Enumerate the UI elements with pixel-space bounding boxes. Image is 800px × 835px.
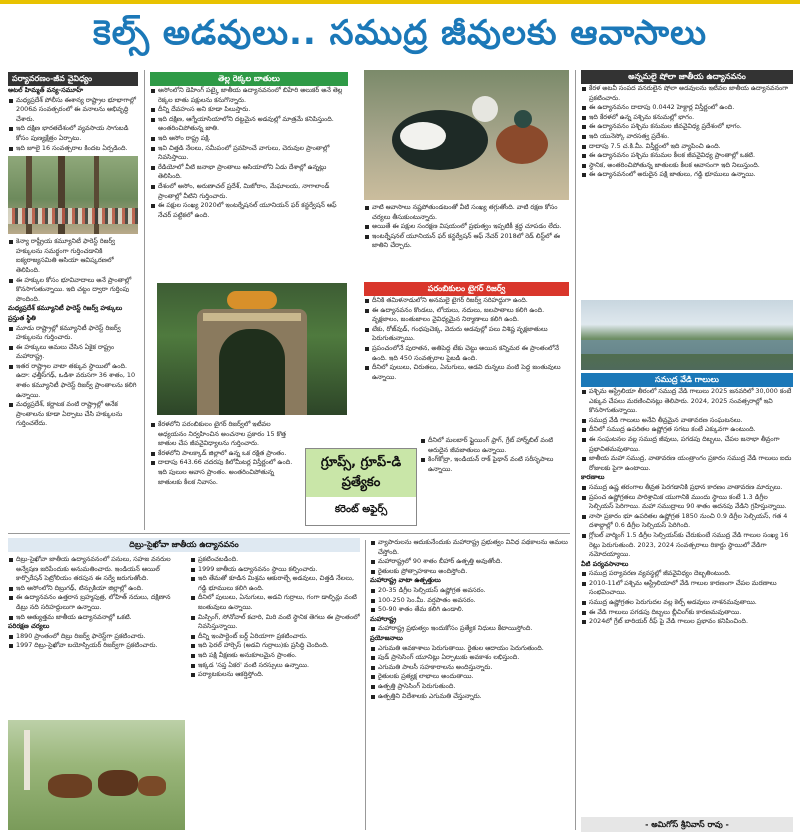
tiger-reserve-notes <box>150 420 300 520</box>
list-item: ఇది తేమతో కూడిన మిశ్రమ ఆకురాల్చే అడవులు, చిత్తడి నేలలు, గడ్డి భూములు కలిగి ఉంది. <box>190 574 360 593</box>
list-item: ఇంటర్నేషనల్ యూనియన్ ఫర్ కన్జర్వేషన్ ఆఫ్ నేచర్ 2018లో రెడ్ లిస్ట్‌లో ఈ జాతిని చేర్చారు. <box>364 232 569 251</box>
subheading-causes: కారణాలు <box>581 473 605 482</box>
list-item: సముద్ర వేడి గాలులు అనేవి తీవ్రమైన వాతావరణ సంఘటనలు. <box>581 416 793 426</box>
promo-box <box>305 448 417 526</box>
list-item: ఈ ఉద్యానవనం పశ్చిమ కనుమల కీలక జీవవైవిధ్య ప్రాంతాల్లో ఒకటి. <box>581 151 793 161</box>
list-item: టేకు, రోజ్‌వుడ్, గంధపుచెక్క, వెదురు అడవుల్లో పలు విశిష్ట వృక్షజాతులు పెరుగుతున్నాయి. <box>364 325 569 344</box>
subheading-consequences: వీటి పర్యవసానాలు <box>581 559 629 568</box>
list-item: మధ్యప్రదేశ్, కర్ణాటక వంటి రాష్ట్రాల్లో అనేక ప్రాంతాలను కూడా ఏర్పాటు చేసి హక్కులను గుర్తించలేదు. <box>8 400 138 429</box>
list-item: దీన్ని దేవహంస అని కూడా పిలుస్తారు. <box>150 105 348 115</box>
list-item: కేరళలోని పరంబికులం టైగర్ రిజర్వ్‌లో ఇటీవల అధ్యయనం నిర్వహించిన అంచనాల ప్రకారం 15 కొత్త జాతుల చేప జీవవైవిధ్యాలను గుర్తించారు. <box>150 420 300 449</box>
list-item: 2024లో గ్రేట్ బారియర్ రీఫ్ పై వేడి గాలుల ప్రభావం కనిపించింది. <box>581 617 793 627</box>
list-item: ఈ సంఘటనల వల్ల సముద్ర జీవులు, పగడపు దిబ్బలు, చేపల జనాభా తీవ్రంగా ప్రభావితమవుతాయి. <box>581 435 793 454</box>
list-item: అయితే ఈ పక్షుల సంరక్షణ విషయంలో ప్రభుత్వం ఇప్పటికీ శ్రద్ధ చూపడం లేదు. <box>364 222 569 232</box>
list-item: ఉత్పత్తి ప్రాసెసింగ్ పెరుగుతుంది. <box>370 682 570 692</box>
list-item: దీనిలో పులులు, ఏనుగులు, అడవి గుర్రాలు, గంగా డాల్ఫిన్లు వంటి జంతువులు ఉన్నాయి. <box>190 593 360 612</box>
list-item: రేడియోలో వీటి జనాభా ప్రాంతాలు ఆసియాలోని ఏడు దేశాల్లో ఉన్నట్లు తెలిసింది. <box>150 163 348 182</box>
list-item: 1997 దిబ్రు-సైఖోవా బయోస్పియర్ రిజర్వ్‌గా ప్రకటించారు. <box>8 641 183 651</box>
list-item: ఈ పక్షుల సంఖ్య 2020లో ఇంటర్నేషనల్ యూనియన్ ఫర్ కన్జర్వేషన్ ఆఫ్ నేచర్ పట్టికలో ఉంది. <box>150 201 348 220</box>
list-item: రైతులకు ప్రోత్సాహకాలు అందిస్తోంది. <box>370 567 570 577</box>
list-item: ప్రకటించబడింది. <box>190 555 360 565</box>
subheading-protection: పరిరక్షణ చర్యలు <box>8 622 50 631</box>
list-item: వాటి ఆవాసాలు నష్టపోతుండటంతో వీటి సంఖ్య తగ్గుతోంది. వాటి రక్షణ కోసం చర్యలు తీసుకుంటున్నారు. <box>364 203 569 222</box>
intro-list <box>8 96 138 154</box>
list-item: సముద్ర ఉష్ణ తరంగాల తీవ్రత పెరగడానికి ప్రధాన కారణం వాతావరణ మార్పులు. <box>581 483 793 493</box>
list-item: దీన్ని ఇంపార్టెంట్ బర్డ్ ఏరియాగా ప్రకటించారు. <box>190 632 360 642</box>
section-bar-dibru-title: దిబ్రు-సైఖోవా జాతీయ ఉద్యానవనం <box>8 538 360 552</box>
list-item: 100-250 సెం.మీ. వర్షపాతం అవసరం. <box>370 596 570 606</box>
list-item: మధ్యప్రదేశ్ పోలీసు ఈశాన్య రాష్ట్రాల భూభాగాల్లో 2006వ సంవత్సరంలో ఈ వనాలను అభివృద్ధి చేశారు. <box>8 96 138 125</box>
list-item: కింగ్‌కోబ్రా, ఇండియన్ రాక్ పైథాన్ వంటి సరీసృపాలు ఉన్నాయి. <box>420 455 569 474</box>
list-item: రైతులకు ప్రత్యక్ష లాభాలు అందుతాయి. <box>370 672 570 682</box>
list-item: స్థానిక, అంతరించిపోతున్న జాతులకు కీలక ఆవాసంగా ఇది నిలుస్తుంది. <box>581 161 793 171</box>
section-bar-biodiversity: పర్యావరణం-జీవ వైవిధ్యం <box>8 72 138 86</box>
list-item: గ్లోబల్ వార్మింగ్ 1.5 డిగ్రీల సెల్సియస్‌కు చేరుకుంటే సముద్ర వేడి గాలుల సంఖ్య 16 రెట్లు పెరుగుతుంది. 2023, 2024 సంవత్సరాలు రికార్డు స్థాయిలో వేడిగా నమోదయ్యాయి. <box>581 531 793 560</box>
column-biodiversity <box>8 72 138 527</box>
section-bar-shola: అన్నమలై షోలా జాతీయ ఉద్యానవనం <box>581 70 793 84</box>
subheading: మహారాష్ట్ర వాటా ఉత్పత్తులు <box>370 576 441 585</box>
column-white-wing-duck <box>150 72 348 277</box>
list-item: మహారాష్ట్ర ప్రభుత్వం ఇందుకోసం ప్రత్యేక నిధులు కేటాయిస్తోంది. <box>370 624 570 634</box>
byline: - అమిగోస్ శ్రీనివాస్ రావు - <box>581 817 793 832</box>
column-parambikulam <box>364 282 569 422</box>
list-item: కేరళ అటవీ సంపద వనరులైన షోలా అడవులను ఇటీవల జాతీయ ఉద్యానవనంగా ప్రకటించారు. <box>581 84 793 103</box>
list-item: నాసా ప్రకారం భూ ఉపరితల ఉష్ణోగ్రత 1850 నుంచి 0.9 డిగ్రీల సెల్సియస్, గత 4 దశాబ్దాల్లో 0.6 డిగ్రీల సెల్సియస్ పెరిగింది. <box>581 512 793 531</box>
list-item: దీనిలో పులులు, చిరుతలు, ఏనుగులు, అడవి దున్నలు వంటి పెద్ద జంతువులు ఉన్నాయి. <box>364 363 569 382</box>
list-item: దాదాపు 7.5 చ.కి.మీ. విస్తీర్ణంలో ఇది వ్యాపించి ఉంది. <box>581 142 793 152</box>
list-item: 1999 జాతీయ ఉద్యానవనం స్థాయి కల్పించారు. <box>190 565 360 575</box>
list-item: దీనికి తమిళనాడులోని అనమలై టైగర్ రిజర్వ్ సరిహద్దుగా ఉంది. <box>364 296 569 306</box>
list-item: ఈ ఉద్యానవనం దాదాపు 0.0442 హెక్టార్ల విస్తీర్ణంలో ఉంది. <box>581 103 793 113</box>
list-item: పశ్చిమ ఆస్ట్రేలియా తీరంలో సముద్ర వేడి గాలులు 2025 జనవరిలో 30,000 కంటే ఎక్కువ చేపలు మరణించినట్లు తెలిపారు. 2024, 2025 సంవత్సరాల్లో ఇవి కొనసాగుతున్నాయి. <box>581 387 793 416</box>
list-item: ఈ ఉద్యానవనం కొండలు, లోయలు, నదులు, జలపాతాలు కలిగి ఉంది. వృక్షజాలం, జంతుజాలం వైవిధ్యమైన నిర్మాణాలు కలిగి ఉంది. <box>364 306 569 325</box>
right-bottom-text <box>370 538 570 830</box>
list-item: ఎగుమతి అవకాశాలు పెరుగుతాయి. రైతుల ఆదాయం పెరుగుతుంది. <box>370 644 570 654</box>
list-item: 1890 ప్రాంతంలో దిబ్రు రిజర్వ్ ఫారెస్ట్‌గా ప్రకటించారు. <box>8 632 183 642</box>
list-item: ఇది దక్షిణ, ఆగ్నేయాసియాలోని దట్టమైన అడవుల్లో మాత్రమే కనిపిస్తుంది. అంతరించిపోతున్న జాతి. <box>150 115 348 134</box>
list-item: దిబ్రు-సైఖోవా జాతీయ ఉద్యానవనంలో పనులు, సహజ వనరుల అన్వేషణ జరిపేందుకు అనుమతించారు. ఇండియన్ ఆయిల్ కార్పొరేషన్ పెట్రోలియం తరపున ఈ సర్వే జరుగుతోంది. <box>8 555 183 584</box>
list-item: మహారాష్ట్రలో 90 శాతం బీహార్ ఉత్పత్తి అవుతోంది. <box>370 557 570 567</box>
list-item: మూడు రాష్ట్రాల్లో కమ్యూనిటీ ఫారెస్ట్ రిజర్వ్ హక్కులను గుర్తించారు. <box>8 324 138 343</box>
list-item: ఈ ఉద్యానవనంలో అరుదైన పక్షి జాతులు, గడ్డి భూములు ఉన్నాయి. <box>581 170 793 180</box>
column-anamudi-shola <box>581 70 793 298</box>
list-item: పుడ్ ప్రాసెసింగ్ యూనిట్లు ఏర్పాటుకు అవకాశం లభిస్తుంది. <box>370 653 570 663</box>
list-item: ఈ హక్కుల కోసం భూవివాదాలు అనే ప్రాంతాల్లో కొనసాగుతున్నాయి. ఇది చట్టం ద్వారా గుర్తింపు పొందింది. <box>8 276 138 305</box>
promo-subtitle: కరెంట్ అఫైర్స్ <box>334 504 388 515</box>
section-bar-parambikulam: పరంబికులం టైగర్ రిజర్వ్ <box>364 282 569 296</box>
duck-photo <box>364 70 569 200</box>
list-item: 50-90 శాతం తేమ కలిగి ఉండాలి. <box>370 605 570 615</box>
list-item: ఈ వేడి గాలులు పగడపు దిబ్బలు బ్లీచింగ్‌కు కారణమవుతాయి. <box>581 608 793 618</box>
list-item: ఇది అసోంలోని దిబ్రుగఢ్, టిన్సుకియా జిల్లాల్లో ఉంది. <box>8 584 183 594</box>
section-bar-ducks: తెల్ల రెక్కల బాతులు <box>150 72 348 86</box>
subheading-status: ప్రస్తుత స్థితి <box>8 313 36 322</box>
section-bar-heatwaves: సముద్ర వేడి గాలులు <box>581 373 793 387</box>
lake-hills-photo <box>581 300 793 370</box>
wild-horses-photo <box>8 720 185 830</box>
subheading: ప్రయోజనాలు <box>370 633 403 642</box>
column-marine-heatwaves <box>581 373 793 813</box>
list-item: ఇది దక్షిణ భారతదేశంలో వ్యవసాయ సాగుబడి కోసం పుణ్యక్షేత్రం ఏర్పాటు. <box>8 124 138 143</box>
list-item: ఈ ఉద్యానవనం ఉత్తరాన బ్రహ్మపుత్ర, లోహిత్ నదులు, దక్షిణాన డిబ్రు నది సరిహద్దులుగా ఉన్నాయి. <box>8 593 183 612</box>
list-item: ఇక్కడ 'సప్త ఏకర' వంటి సరస్సులు ఉన్నాయి. <box>190 661 360 671</box>
list-item: ఇది యునెస్కో వారసత్వ ప్రదేశం. <box>581 132 793 142</box>
section-bar-dibru <box>8 538 360 552</box>
list-item: జాతీయ మహా సముద్ర, వాతావరణ యంత్రాంగం ప్రకారం సముద్ర వేడి గాలులు ఐదు రోజులకు పైగా ఉంటాయి. <box>581 454 793 473</box>
list-item: దాదాపు 643.66 చదరపు కిలోమీటర్ల విస్తీర్ణంలో ఉంది. ఇది పులుల ఆవాస ప్రాంతం. అంతరించిపోతున్న జాతులకు కీలక నివాసం. <box>150 458 300 487</box>
list-item: 20-35 డిగ్రీల సెల్సియస్ ఉష్ణోగ్రత అవసరం. <box>370 586 570 596</box>
list-item: వ్యాపారులను ఆదుకునేందుకు మహారాష్ట్ర ప్రభుత్వం వివిధ పథకాలను అమలు చేస్తోంది. <box>370 538 570 557</box>
list-item: దీనిలో సముద్ర ఉపరితల ఉష్ణోగ్రత సగటు కంటే ఎక్కువగా ఉంటుంది. <box>581 425 793 435</box>
list-item: ఉత్పత్తిని విదేశాలకు ఎగుమతి చేస్తున్నారు. <box>370 692 570 702</box>
list-item: ఇది ఫెరల్ హార్సెస్ (అడవి గుర్రాలు)కు ప్రసిద్ధి చెందింది. <box>190 641 360 651</box>
list-item: అసోంలోని డెహింగ్ పట్కై జాతీయ ఉద్యానవనంలో బిహేరి అలుకర్ అనే తెల్ల రెక్కల బాతు పక్షులను కనుగొన్నారు. <box>150 86 348 105</box>
list-item: దేశంలో అసోం, అరుణాచల్ ప్రదేశ్, మిజోరాం, మేఘాలయ, నాగాలాండ్ ప్రాంతాల్లో వీటిని గుర్తించారు. <box>150 182 348 201</box>
list-item: ఈ ఉద్యానవనం పశ్చిమ కనుమల జీవవైవిధ్య ప్రదేశంలో భాగం. <box>581 122 793 132</box>
list-item: ఇది జూలై 16 సంవత్సరాల కిందట ఏర్పడింది. <box>8 144 138 154</box>
list-item: ఇది అసోం రాష్ట్ర పక్షి. <box>150 134 348 144</box>
dibru-mid-text <box>190 555 360 830</box>
subheading: మధ్యప్రదేశ్ కమ్యూనిటీ ఫారెస్ట్ రిజర్వ్ హక్కులు <box>8 304 123 313</box>
list-item: ప్రపంచంలోనే పురాతన, అతిపెద్ద టేకు చెట్టు అయిన కన్నిమర ఈ ప్రాంతంలోనే ఉంది. ఇది 450 సంవత్సరాల పైబడి ఉంది. <box>364 344 569 363</box>
list-item: 2010-11లో పశ్చిమ ఆస్ట్రేలియాలో వేడి గాలుల కారణంగా చేపల మరణాలు సంభవించాయి. <box>581 579 793 598</box>
list-item: సముద్ర పర్యావరణ వ్యవస్థల్లో జీవవైవిధ్యం దెబ్బతింటుంది. <box>581 569 793 579</box>
list-item: ఇది అత్యుత్తమ జాతీయ ఉద్యానవనాల్లో ఒకటి. <box>8 613 183 623</box>
intro-subheading: అటల్ హిమ్మత్ వన్య-సమూహ్ <box>8 86 84 94</box>
list-item: ఇవి చిత్తడి నేలలు, సమీపంలో ప్రవహించే వాగులు, చెరువుల ప్రాంతాల్లో నివసిస్తాయి. <box>150 144 348 163</box>
list-item: ఇది పక్షి వీక్షణకు అనుకూలమైన ప్రాంతం. <box>190 651 360 661</box>
list-item: సముద్ర ఉష్ణోగ్రతల పెరుగుదల వల్ల కెల్ప్ అడవులు నాశనమవుతాయి. <box>581 598 793 608</box>
list-item: కెన్యా రాష్ట్రీయ కమ్యూనిటీ ఫారెస్ట్ రిజర్వ్ హక్కులను సమర్థంగా గుర్తించడానికి ఐక్యరాజ్యసమితి ఆసియా ఆవిష్కరణలో తెలిపింది. <box>8 237 138 275</box>
list-item: ఎగుమతి పాలసీ సహకారాలను అందిస్తున్నారు. <box>370 663 570 673</box>
page-headline: కెల్స్ అడవులు.. సముద్ర జీవులకు ఆవాసాలు <box>93 13 707 53</box>
list-item: మిస్సింగ్, సోనోవాల్ కచారి, మిరి వంటి స్థానిక తెగలు ఈ ప్రాంతంలో నివసిస్తున్నాయి. <box>190 613 360 632</box>
list-item: ప్రపంచ ఉష్ణోగ్రతలు పారిశ్రామిక యుగానికి ముందు స్థాయి కంటే 1.3 డిగ్రీల సెల్సియస్ పెరిగాయి. మహా సముద్రాలు 90 శాతం అదనపు వేడిని గ్రహిస్తున్నాయి. <box>581 493 793 512</box>
list-item: ఇది కేరళలో ఉన్న పశ్చిమ కనుమల్లో భాగం. <box>581 113 793 123</box>
promo-title: గ్రూప్స్, గ్రూప్-డి ప్రత్యేకం <box>306 449 416 497</box>
dibru-left-text <box>8 555 183 705</box>
duck-notes <box>364 203 569 275</box>
list-item: దీనిలో మలబార్ ఫ్లైయింగ్ ఫ్రాగ్, గ్రేట్ హార్న్‌బిల్ వంటి అరుదైన జీవజాతులు ఉన్నాయి. <box>420 436 569 455</box>
list-item: ఇతర రాష్ట్రాల వాటా తక్కువ స్థాయిలో ఉంది. ఉదా: ఛత్తీస్‌గఢ్, ఒడిశా వరుసగా 36 శాతం, 10 శాతం కమ్యూనిటీ ఫారెస్ట్ రిజర్వ్ ప్రాంతాలను కలిగి ఉన్నాయి. <box>8 362 138 400</box>
list-item: ఈ హక్కులు అమలు చేసిన ఏకైక రాష్ట్రం మహారాష్ట్ర. <box>8 343 138 362</box>
tiger-reserve-gate-photo <box>157 283 347 415</box>
subheading: మహారాష్ట్ర <box>370 614 397 623</box>
list-item: పర్యాటకులను ఆకర్షిస్తోంది. <box>190 670 360 680</box>
forest-gathering-photo <box>8 156 138 234</box>
list-item: కేరళలోని పాలక్కాడ్ జిల్లాలో ఉన్న ఒక రక్షిత ప్రాంతం. <box>150 449 300 459</box>
parambikulam-extra <box>420 436 569 526</box>
